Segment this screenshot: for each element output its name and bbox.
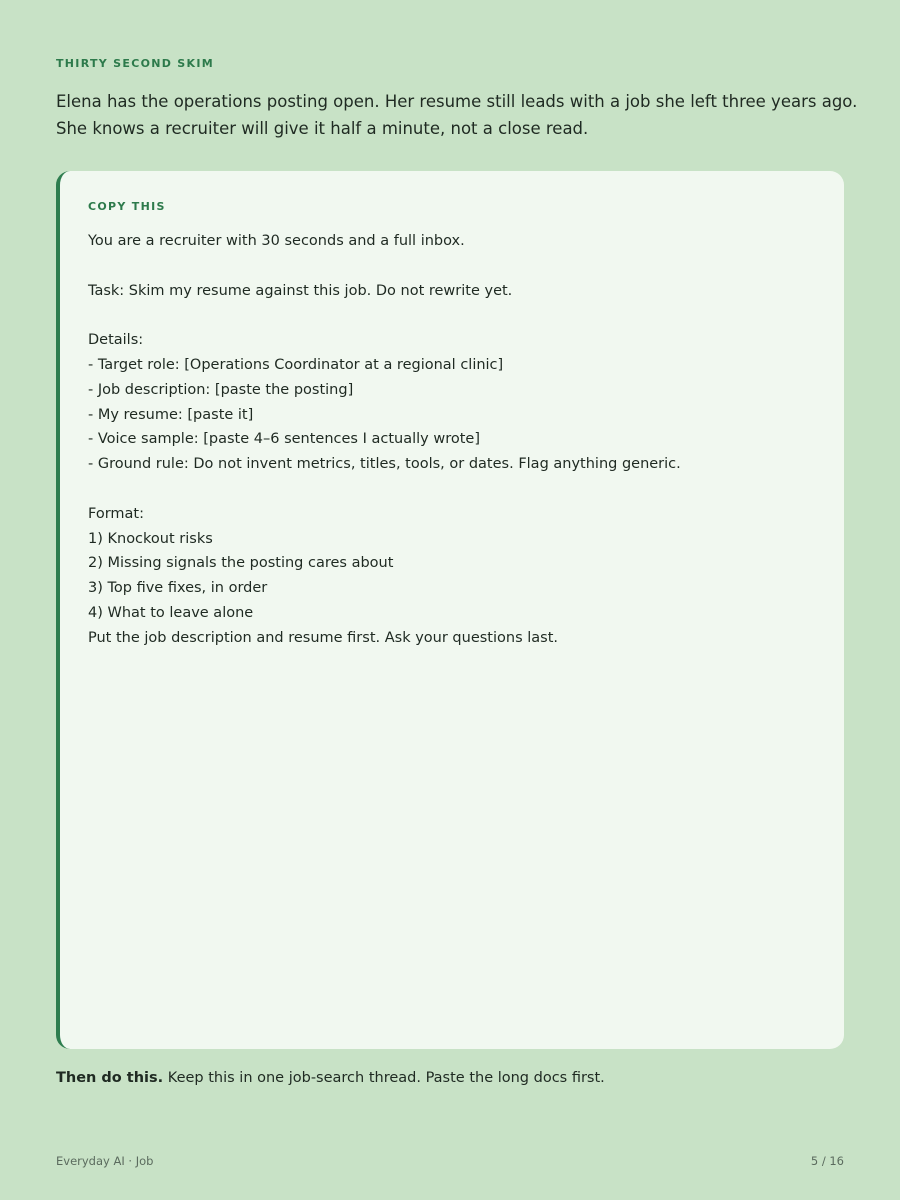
- prompt-line: 3) Top five fixes, in order: [88, 580, 268, 597]
- prompt-line: Format:: [88, 505, 144, 522]
- blank-line: [88, 254, 828, 279]
- section-eyebrow: THIRTY SECOND SKIM: [56, 57, 214, 70]
- intro-line: She knows a recruiter will give it half a minute, not a close read.: [56, 119, 589, 138]
- prompt-line: 2) Missing signals the posting cares about: [88, 555, 394, 572]
- intro-line: Elena has the operations posting open. Her resume still leads with a job she left three years ago.: [56, 92, 858, 111]
- intro-paragraph: [56, 88, 858, 142]
- next-step-lead: Then do this.: [56, 1070, 164, 1086]
- prompt-line: - Voice sample: [paste 4–6 sentences I actually wrote]: [88, 431, 480, 448]
- prompt-line: You are a recruiter with 30 seconds and a full inbox.: [88, 233, 465, 249]
- blank-line: [88, 303, 828, 328]
- page-number: 5 / 16: [810, 1154, 844, 1168]
- prompt-line: Task: Skim my resume against this job. Do not rewrite yet.: [88, 282, 513, 299]
- next-step-note: [56, 1067, 605, 1089]
- prompt-card: [56, 171, 844, 1049]
- prompt-line: Details:: [88, 332, 144, 349]
- next-step-text: Keep this in one job-search thread. Paste the long docs first.: [163, 1070, 605, 1086]
- prompt-line: 4) What to leave alone: [88, 604, 254, 621]
- footer-title: Everyday AI · Job: [56, 1154, 154, 1168]
- blank-line: [88, 477, 828, 502]
- prompt-line: - Ground rule: Do not invent metrics, titles, tools, or dates. Flag anything generic.: [88, 456, 681, 473]
- prompt-line: 1) Knockout risks: [88, 530, 213, 547]
- prompt-line: - My resume: [paste it]: [88, 406, 254, 423]
- prompt-line: Put the job description and resume first. Ask your questions last.: [88, 629, 558, 646]
- prompt-line: - Job description: [paste the posting]: [88, 381, 354, 398]
- prompt-line: - Target role: [Operations Coordinator at a regional clinic]: [88, 356, 504, 373]
- card-label: COPY THIS: [88, 200, 166, 213]
- prompt-text[interactable]: [88, 229, 828, 651]
